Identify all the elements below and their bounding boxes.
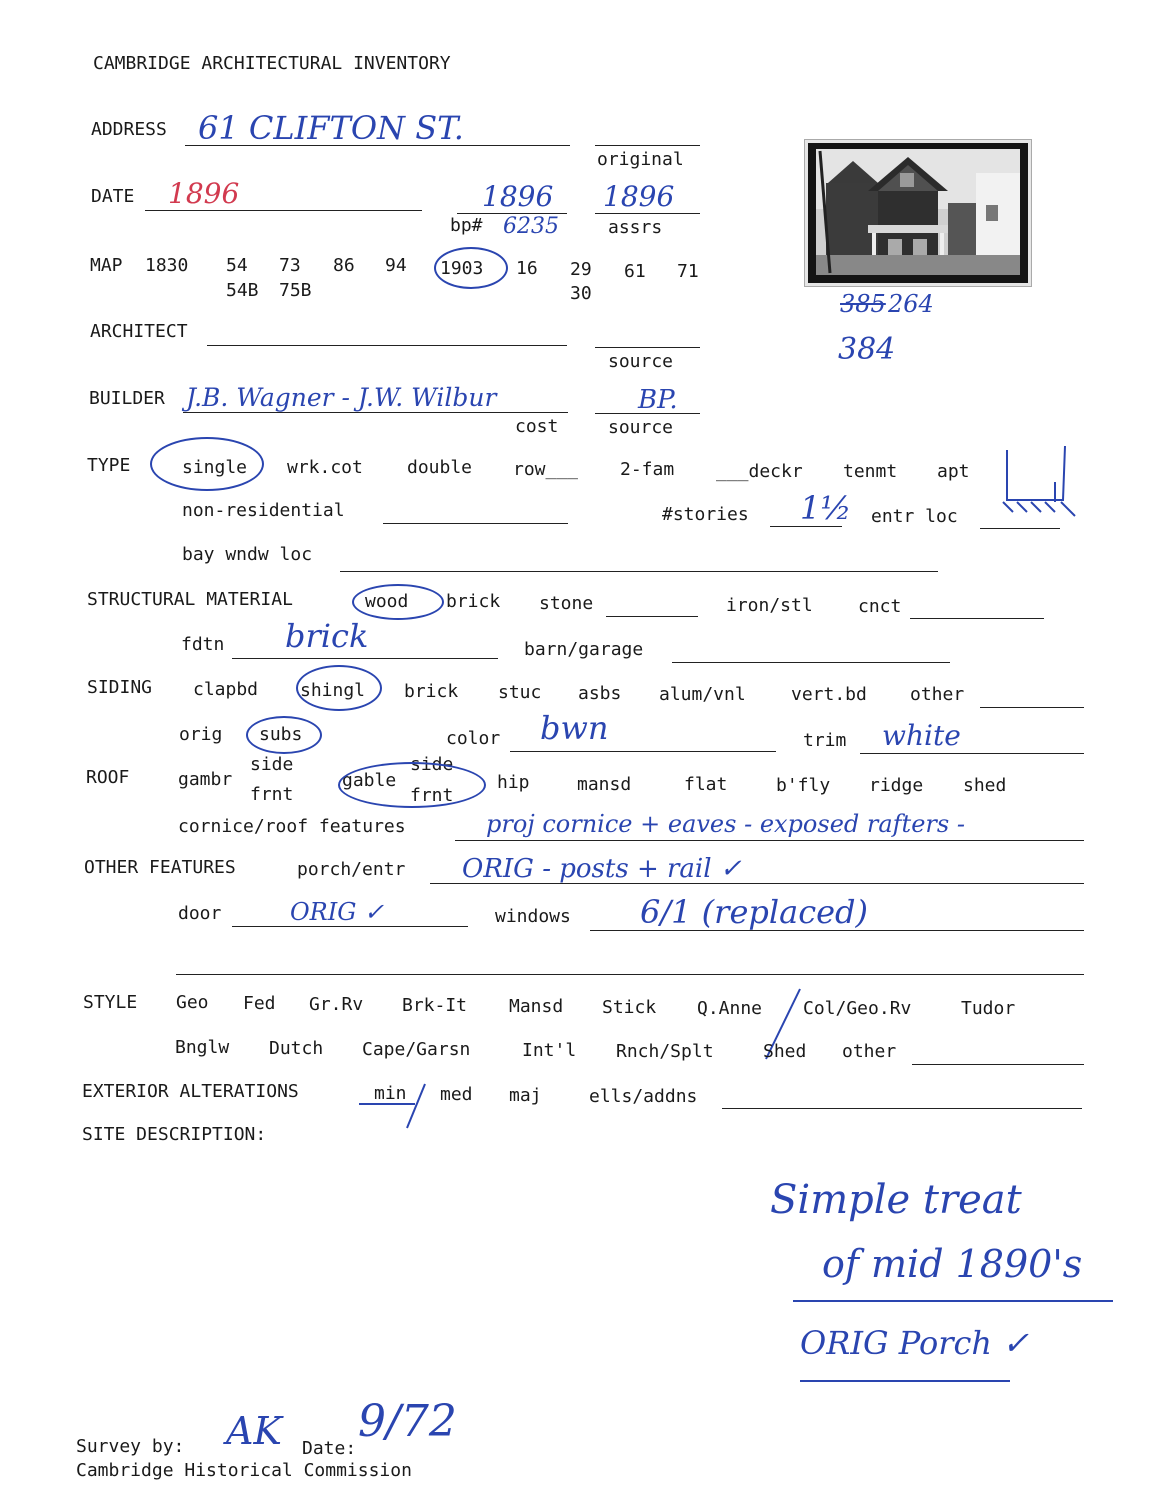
map-year: 86 [333,255,355,276]
windows-value: 6/1 (replaced) [640,893,869,931]
orig-label: orig [179,724,223,745]
windows-label: windows [495,906,571,927]
roof-label: ROOF [86,767,130,788]
roof-option: shed [963,775,1007,796]
map-year: 1830 [145,255,189,276]
site-note-2: of mid 1890's [822,1242,1083,1286]
roof-option: b'fly [776,775,831,796]
cornice-label: cornice/roof features [178,816,406,837]
fdtn-line [232,658,498,659]
style-option: Int'l [522,1040,577,1061]
map-year: 29 [570,259,592,280]
cnct-line [910,618,1044,619]
type-option: wrk.cot [287,457,363,478]
door-label: door [178,903,222,924]
architect-label: ARCHITECT [90,321,188,342]
siding-other-line [980,707,1084,708]
type-option: double [407,457,473,478]
bay-label: bay wndw loc [182,544,313,565]
trim-value: white [882,719,961,752]
fdtn-value: brick [285,617,369,655]
roof-gambr: gambr [178,769,233,790]
roof-gable: gable [342,770,397,791]
builder-source-line [595,413,700,414]
map-year: 54 [226,255,248,276]
date-label: DATE [91,186,135,207]
date-assrs-line [595,213,700,214]
siding-option: brick [404,681,459,702]
structural-option-wood: wood [365,591,409,612]
trim-label: trim [803,730,847,751]
style-option: Fed [243,993,276,1014]
cornice-line [455,840,1084,841]
site-note-underline [793,1300,1113,1302]
cornice-value: proj cornice + eaves - exposed rafters - [486,810,965,838]
cost-label: cost [515,416,559,437]
color-value: bwn [540,709,609,747]
ext-alt-label: EXTERIOR ALTERATIONS [82,1081,299,1102]
site-note-1: Simple treat [770,1177,1022,1223]
roof-gable-frnt: frnt [410,785,454,806]
porch-value: ORIG - posts + rail ✓ [462,854,742,884]
style-option: other [842,1041,897,1062]
siding-option: alum/vnl [659,684,746,705]
gable-circle [338,762,486,808]
date-value: 1896 [168,177,240,210]
house-photo-image [808,143,1028,283]
siding-option: vert.bd [791,684,867,705]
trim-line [860,753,1084,754]
structural-option: brick [446,591,501,612]
color-line [510,751,776,752]
windows-line [590,930,1084,931]
style-option-qanne: Q.Anne [697,998,763,1019]
siding-option: other [910,684,965,705]
commission-name: Cambridge Historical Commission [76,1460,412,1481]
ext-alt-option-min: min [374,1083,407,1104]
type-single-circle [150,437,264,491]
style-option: Stick [602,997,657,1018]
ext-alt-option: ells/addns [589,1086,698,1107]
architect-source-label: source [608,351,674,372]
style-option: Mansd [509,996,564,1017]
nonres-line [383,523,568,524]
blank-line [176,974,1084,975]
structural-option: stone [539,593,594,614]
style-option: Shed [763,1041,807,1062]
style-option: Tudor [961,998,1016,1019]
roof-option: flat [684,774,728,795]
site-note-3-underline [800,1380,1010,1382]
survey-date-value: 9/72 [358,1396,457,1447]
type-option: apt [937,461,970,482]
type-option-single: single [182,457,248,478]
barn-line [672,662,950,663]
stories-value: 1½ [800,489,852,527]
style-option: Bnglw [175,1037,230,1058]
siding-option-shingl: shingl [300,680,366,701]
roof-option: ridge [869,775,924,796]
roof-gambr-side: side [250,754,294,775]
builder-value: J.B. Wagner - J.W. Wilbur [186,383,497,412]
builder-label: BUILDER [89,388,165,409]
shingl-circle [296,665,382,711]
builder-line [183,412,568,413]
date-assrs-value: 1896 [603,180,675,213]
other-features-label: OTHER FEATURES [84,857,236,878]
type-option: row___ [513,459,579,480]
map-label: MAP [90,255,123,276]
color-label: color [446,728,501,749]
map-year: 94 [385,255,407,276]
form-title: CAMBRIDGE ARCHITECTURAL INVENTORY [93,53,451,74]
site-note-3: ORIG Porch ✓ [800,1324,1030,1362]
original-line [595,145,700,146]
roof-gambr-frnt: frnt [250,784,294,805]
ells-line [722,1108,1082,1109]
type-option: 2-fam [620,459,675,480]
builder-source-value: BP. [638,385,678,415]
entr-loc-label: entr loc [871,506,958,527]
siding-label: SIDING [87,677,153,698]
porch-label: porch/entr [297,859,406,880]
builder-source-label: source [608,417,674,438]
photo-ref-2: 384 [838,332,896,367]
porch-line [430,883,1084,884]
map-year-circle [434,247,508,289]
wood-circle [352,584,444,620]
siding-option: stuc [498,682,542,703]
style-option: Geo [176,992,209,1013]
survey-date-label: Date: [302,1438,357,1459]
style-option: Rnch/Splt [616,1041,714,1062]
type-label: TYPE [87,455,131,476]
style-option: Gr.Rv [309,994,364,1015]
roof-option: mansd [577,774,632,795]
bp-label: bp# [450,215,483,236]
address-value: 61 CLIFTON ST. [198,109,464,147]
map-year: 16 [516,258,538,279]
style-option: Col/Geo.Rv [803,998,912,1019]
bay-line [340,571,938,572]
map-year: 75B [279,280,312,301]
date-bp-value: 1896 [482,180,554,213]
site-label: SITE DESCRIPTION: [82,1124,267,1145]
architect-line [207,345,567,346]
fdtn-label: fdtn [181,634,225,655]
map-year: 73 [279,255,301,276]
ext-alt-option: maj [509,1085,542,1106]
siding-option: clapbd [193,679,259,700]
stories-label: #stories [662,504,749,525]
photo-ref-1: 264 [888,290,934,318]
type-option: ___deckr [716,461,803,482]
style-option: Brk-It [402,995,468,1016]
stone-line [606,616,698,617]
style-option: Cape/Garsn [362,1039,471,1060]
map-year-1903: 1903 [440,258,484,279]
door-line [232,926,468,927]
map-year: 61 [624,261,646,282]
barn-label: barn/garage [524,639,644,660]
style-other-line [912,1064,1084,1065]
architect-source-line [595,347,700,348]
map-year: 71 [677,261,699,282]
style-option: Dutch [269,1038,324,1059]
original-label: original [597,149,684,170]
structural-label: STRUCTURAL MATERIAL [87,589,293,610]
entrance-location-sketch [995,440,1090,530]
survey-label: Survey by: [76,1436,185,1457]
map-year: 30 [570,283,592,304]
style-label: STYLE [83,992,138,1013]
type-option: tenmt [843,461,898,482]
structural-option: iron/stl [726,595,813,616]
stories-line [770,526,842,527]
address-label: ADDRESS [91,119,167,140]
subs-circle [246,716,322,754]
entr-loc-line [980,528,1060,529]
roof-gable-side: side [410,754,454,775]
roof-option: hip [497,772,530,793]
subs-label: subs [259,724,303,745]
house-photo [805,140,1031,286]
survey-value: AK [226,1409,282,1453]
structural-option: cnct [858,596,902,617]
bp-number: 6235 [503,214,559,239]
date-line [145,210,422,211]
photo-ref-struck: 385 [840,290,886,318]
nonres-label: non-residential [182,500,345,521]
door-value: ORIG ✓ [290,898,385,926]
assrs-label: assrs [608,217,663,238]
map-year: 54B [226,280,259,301]
ext-alt-option: med [440,1084,473,1105]
min-underline-mark [355,1078,445,1130]
siding-option: asbs [578,683,622,704]
